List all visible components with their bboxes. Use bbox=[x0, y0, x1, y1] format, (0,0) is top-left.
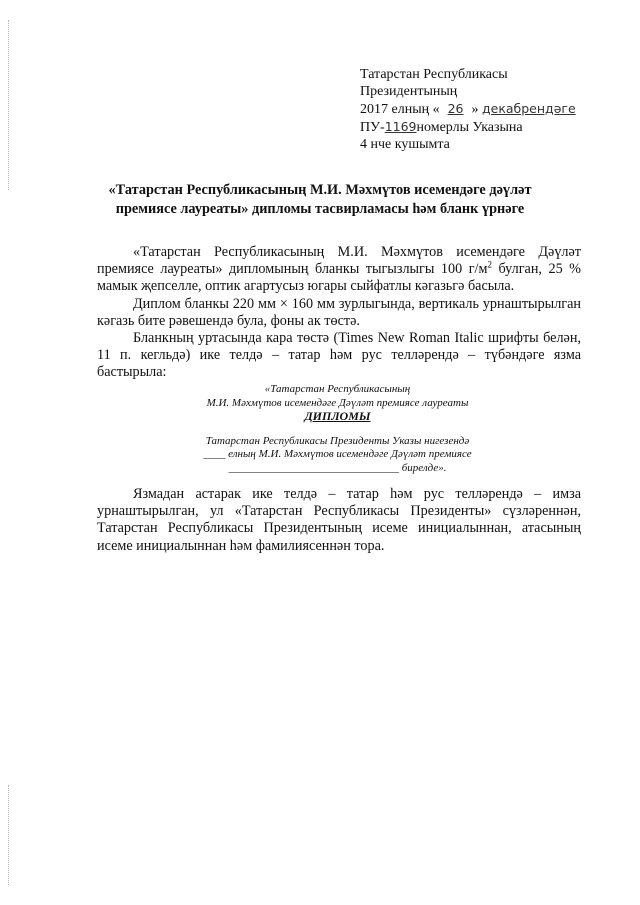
paragraph-print-spec: Бланкның уртасында кара төстә (Times New Roman Italic шрифты белән, 11 п. кегльдә) ике телдә – татар һәм рус телләрендә – түбәндәге язма бастырыла: bbox=[97, 330, 581, 381]
paragraph-signature-spec: Язмадан астарак ике телдә – татар һәм рус телләрендә – имза урнаштырылган, ул «Татарстан Республикасы Президенты» сүзләреннән, Татарстан Республикасы Президентының исеме инициалыннан, атасының исеме инициалыннан һәм фамилиясеннән тора. bbox=[97, 486, 581, 554]
sample-line-2: М.И. Мәхмүтов исемендәге Дәүләт премиясе лауреаты bbox=[206, 396, 469, 409]
superscript-two: 2 bbox=[487, 259, 492, 270]
sample-line-1: «Татарстан Республикасының bbox=[264, 383, 411, 395]
appendix-line-4 bbox=[360, 118, 610, 136]
sample-line-4: Татарстан Республикасы Президенты Указы нигезендә bbox=[205, 434, 470, 447]
decree-number-prefix: ПУ- bbox=[360, 120, 385, 135]
closing-paragraph-block bbox=[97, 486, 581, 555]
decree-number-suffix: номерлы Указына bbox=[416, 120, 523, 135]
appendix-line-5: 4 нче кушымта bbox=[360, 137, 450, 152]
document-title: «Татарстан Республикасының М.И. Мәхмүтов исемендәге дәүләт премиясе лауреаты» дипломы тасвирламасы һәм бланк үрнәге bbox=[108, 182, 532, 217]
sample-line-diplomy: ДИПЛОМЫ bbox=[304, 409, 371, 423]
document-body bbox=[97, 244, 581, 382]
sample-spacer bbox=[150, 424, 525, 435]
decree-date-prefix: 2017 елның « bbox=[360, 102, 440, 117]
paragraph-paper-spec bbox=[97, 244, 581, 296]
paragraph-size-spec: Диплом бланкы 220 мм × 160 мм зурлыгында, вертикаль урнаштырылган кәгазь бите рәвешендә була, фоны ак төстә. bbox=[97, 295, 581, 329]
appendix-reference-block bbox=[360, 66, 610, 153]
diploma-sample-text bbox=[150, 383, 525, 475]
sample-line-5: ____ елның М.И. Мәхмүтов исемендәге Дәүләт премиясе bbox=[203, 448, 472, 460]
paragraph-paper-spec-text: «Татарстан Республикасының М.И. Мәхмүтов исемендәге Дәүләт премиясе лауреаты» дипломының бланкы тыгызлыгы 100 г/м bbox=[97, 244, 581, 278]
appendix-line-3 bbox=[360, 100, 610, 118]
decree-number: 1169 bbox=[384, 119, 417, 134]
decree-day: 26 bbox=[447, 101, 464, 116]
paragraph-paper-spec-rest: булган, 25 % мамык җепселле, оптик агартусыз югары сыйфатлы кәгазьгә басыла. bbox=[97, 261, 581, 295]
scan-margin-dots-bottom bbox=[8, 785, 10, 885]
sample-line-6: _______________________________ бирелде». bbox=[228, 461, 447, 474]
appendix-line-1: Татарстан Республикасы bbox=[360, 67, 508, 82]
scan-margin-dots-top bbox=[8, 20, 10, 190]
appendix-line-2: Президентының bbox=[360, 84, 458, 99]
decree-month: декабрендәге bbox=[482, 101, 576, 116]
decree-date-mid: » bbox=[471, 102, 479, 117]
